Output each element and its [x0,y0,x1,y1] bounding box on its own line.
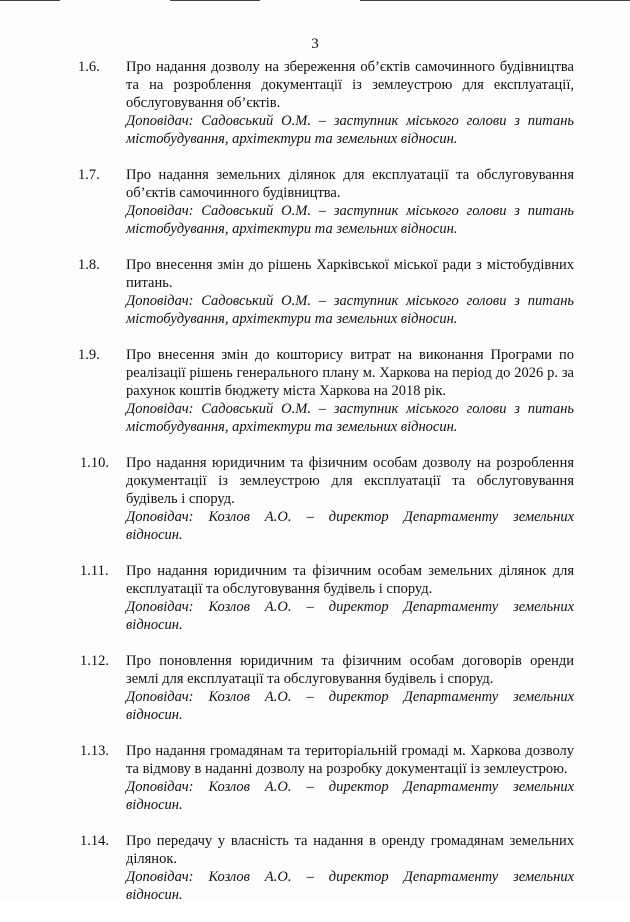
speaker-line: відносин. [126,797,183,813]
speaker-line: Доповідач: Садовський О.М. – заступник міського голови з питань [126,113,574,129]
item-number: 1.7. [78,167,100,183]
item-speaker [126,508,574,544]
item-number: 1.6. [78,59,100,75]
item-number: 1.10. [80,455,109,471]
agenda-item [0,832,630,904]
item-body [126,562,574,634]
item-title: Про надання земельних ділянок для експлуатації та обслуговування об’єктів самочинного будівництва. [126,167,574,201]
speaker-line: містобудування, архітектури та земельних відносин. [126,419,458,435]
speaker-line: Доповідач: Козлов А.О. – директор Департаменту земельних [126,689,574,705]
page-number: 3 [311,36,319,52]
item-body [126,166,574,238]
agenda-item [0,58,630,148]
item-title: Про надання юридичним та фізичним особам дозволу на розроблення документації із землеустрою для експлуатації та обслуговування будівель і споруд. [126,455,574,507]
speaker-line: відносин. [126,527,183,543]
item-number: 1.13. [80,743,109,759]
item-number: 1.11. [80,563,109,579]
item-body [126,454,574,544]
item-speaker [126,112,574,148]
speaker-line: Доповідач: Садовський О.М. – заступник міського голови з питань [126,401,574,417]
item-title: Про внесення змін до рішень Харківської міської ради з містобудівних питань. [126,257,574,291]
scan-edge-line [170,0,260,1]
item-body [126,742,574,814]
item-body [126,832,574,904]
agenda-item [0,652,630,724]
speaker-line: Доповідач: Козлов А.О. – директор Департаменту земельних [126,869,574,885]
item-body [126,652,574,724]
item-body [126,346,574,436]
agenda-item [0,346,630,436]
item-title: Про надання громадянам та територіальній громаді м. Харкова дозволу та відмову в наданні дозволу на розробку документації із землеустрою. [126,743,574,777]
item-speaker [126,202,574,238]
item-number: 1.12. [80,653,109,669]
agenda-item [0,742,630,814]
speaker-line: Доповідач: Садовський О.М. – заступник міського голови з питань [126,293,574,309]
scan-edge-line [0,0,60,1]
speaker-line: Доповідач: Козлов А.О. – директор Департаменту земельних [126,509,574,525]
speaker-line: відносин. [126,617,183,633]
item-speaker [126,292,574,328]
item-number: 1.14. [80,833,109,849]
item-speaker [126,400,574,436]
item-speaker [126,868,574,904]
item-title: Про внесення змін до кошторису витрат на виконання Програми по реалізації рішень генерального плану м. Харкова на період до 2026 р. за рахунок коштів бюджету міста Харкова на 2018 рік. [126,347,574,399]
speaker-line: містобудування, архітектури та земельних відносин. [126,131,458,147]
item-speaker [126,598,574,634]
speaker-line: Доповідач: Козлов А.О. – директор Департаменту земельних [126,599,574,615]
speaker-line: містобудування, архітектури та земельних відносин. [126,221,458,237]
item-title: Про передачу у власність та надання в оренду громадянам земельних ділянок. [126,833,574,867]
agenda-item [0,166,630,238]
item-number: 1.9. [78,347,100,363]
item-title: Про надання юридичним та фізичним особам земельних ділянок для експлуатації та обслуговування будівель і споруд. [126,563,574,597]
scan-edge-line [360,0,630,1]
speaker-line: відносин. [126,887,183,903]
speaker-line: Доповідач: Козлов А.О. – директор Департаменту земельних [126,779,574,795]
item-body [126,58,574,148]
item-body [126,256,574,328]
speaker-line: Доповідач: Садовський О.М. – заступник міського голови з питань [126,203,574,219]
item-title: Про поновлення юридичним та фізичним особам договорів оренди землі для експлуатації та обслуговування будівель і споруд. [126,653,574,687]
agenda-list [0,58,630,922]
agenda-item [0,256,630,328]
speaker-line: містобудування, архітектури та земельних відносин. [126,311,458,327]
speaker-line: відносин. [126,707,183,723]
item-speaker [126,778,574,814]
item-number: 1.8. [78,257,100,273]
agenda-item [0,454,630,544]
item-speaker [126,688,574,724]
item-title: Про надання дозволу на збереження об’єктів самочинного будівництва та на розроблення документації із землеустрою для експлуатації, обслуговування об’єктів. [126,59,574,111]
agenda-item [0,562,630,634]
